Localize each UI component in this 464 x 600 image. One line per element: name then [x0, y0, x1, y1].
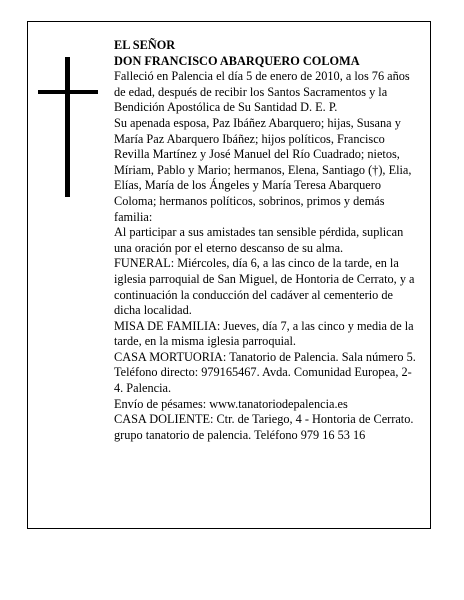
cross-icon: [38, 57, 98, 197]
condolences-website: Envío de pésames: www.tanatoriodepalencia.es: [114, 396, 348, 411]
obituary-text: [114, 38, 416, 443]
cross-horizontal-bar: [38, 90, 98, 94]
funeral-home-details: CASA MORTUORIA: Tanatorio de Palencia. Sala número 5. Teléfono directo: 979165467. Avda. Comunidad Europea, 2-4. Palencia.: [114, 349, 416, 396]
funeral-details: FUNERAL: Miércoles, día 6, a las cinco de la tarde, en la iglesia parroquial de San Miguel, de Hontoria de Cerrato, y a continuación la conducción del cadáver al cementerio de dicha localidad.: [114, 256, 415, 318]
family-members: Su apenada esposa, Paz Ibáñez Abarquero; hijas, Susana y María Paz Abarquero Ibáñez; hijos políticos, Francisco Revilla Martínez y José Manuel del Río Cuadrado; nietos, Míriam, Pablo y Mario; hermanos, Elena, Santiago (†), Elia, Elías, María de los Ángeles y María Teresa Abarquero Coloma; hermanos políticos, sobrinos, primos y demás familia:: [114, 115, 412, 224]
deceased-name: DON FRANCISCO ABARQUERO COLOMA: [114, 53, 360, 68]
title-line-1: EL SEÑOR: [114, 38, 176, 52]
family-home-address: CASA DOLIENTE: Ctr. de Tariego, 4 - Hontoria de Cerrato.: [114, 412, 414, 427]
death-announcement: Falleció en Palencia el día 5 de enero de 2010, a los 76 años de edad, después de recibir los Santos Sacramentos y la Bendición Apostólica de Su Santidad D. E. P.: [114, 69, 410, 115]
cross-vertical-bar: [65, 57, 70, 197]
prayer-request: Al participar a sus amistades tan sensible pérdida, suplican una oración por el eterno descanso de su alma.: [114, 225, 404, 255]
funeral-group-phone: grupo tanatorio de palencia. Teléfono 979 16 53 16: [114, 427, 366, 442]
family-mass-details: MISA DE FAMILIA: Jueves, día 7, a las cinco y media de la tarde, en la misma iglesia parroquial.: [114, 318, 414, 349]
